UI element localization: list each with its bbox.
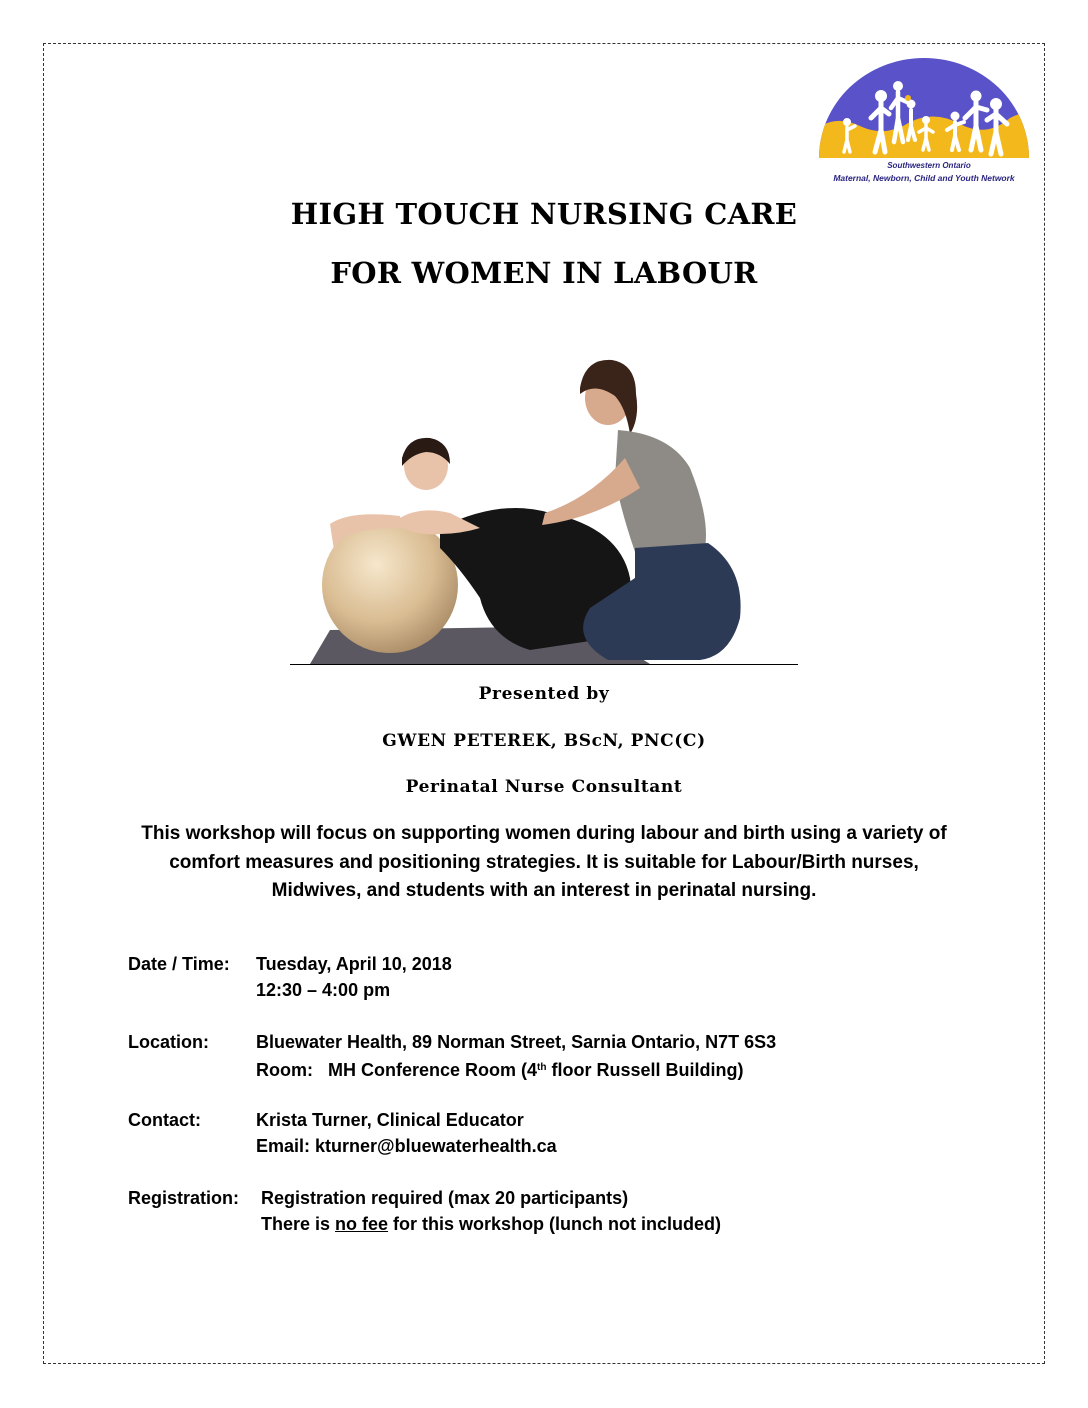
- presented-by: Presented by: [478, 684, 610, 704]
- presenter-name: GWEN PETEREK, BScN, PNC(C): [382, 731, 706, 751]
- registration-label: Registration:: [128, 1188, 240, 1208]
- photo-underline: [290, 664, 798, 665]
- date-value: Tuesday, April 10, 2018: [256, 954, 452, 974]
- title-line1: HIGH TOUCH NURSING CARE: [290, 197, 798, 231]
- registration-value: Registration required (max 20 participants): [261, 1188, 629, 1208]
- contact-name: Krista Turner, Clinical Educator: [256, 1110, 524, 1130]
- labour-support-photo: [290, 338, 800, 666]
- title-line2: FOR WOMEN IN LABOUR: [330, 256, 758, 290]
- date-label: Date / Time:: [128, 954, 230, 974]
- time-value: 12:30 – 4:00 pm: [256, 980, 391, 1000]
- fee-note: There is no fee for this workshop (lunch not included): [261, 1214, 722, 1234]
- room-value: Room: MH Conference Room (4th floor Russell Building): [256, 1060, 744, 1080]
- contact-email[interactable]: Email: kturner@bluewaterhealth.ca: [256, 1136, 557, 1156]
- network-logo: [815, 52, 1033, 188]
- logo-line1: Southwestern Ontario: [887, 161, 971, 170]
- logo-line2: Maternal, Newborn, Child and Youth Network: [833, 173, 1015, 183]
- presenter-role: Perinatal Nurse Consultant: [405, 777, 683, 797]
- location-label: Location:: [128, 1032, 209, 1052]
- contact-label: Contact:: [128, 1110, 201, 1130]
- workshop-description: This workshop will focus on supporting women during labour and birth using a variety of comfort measures and positioning strategies. It is suitable for Labour/Birth nurses, Midwives, and students with an interest in perinatal nursing.: [141, 823, 947, 901]
- location-value: Bluewater Health, 89 Norman Street, Sarnia Ontario, N7T 6S3: [256, 1032, 777, 1052]
